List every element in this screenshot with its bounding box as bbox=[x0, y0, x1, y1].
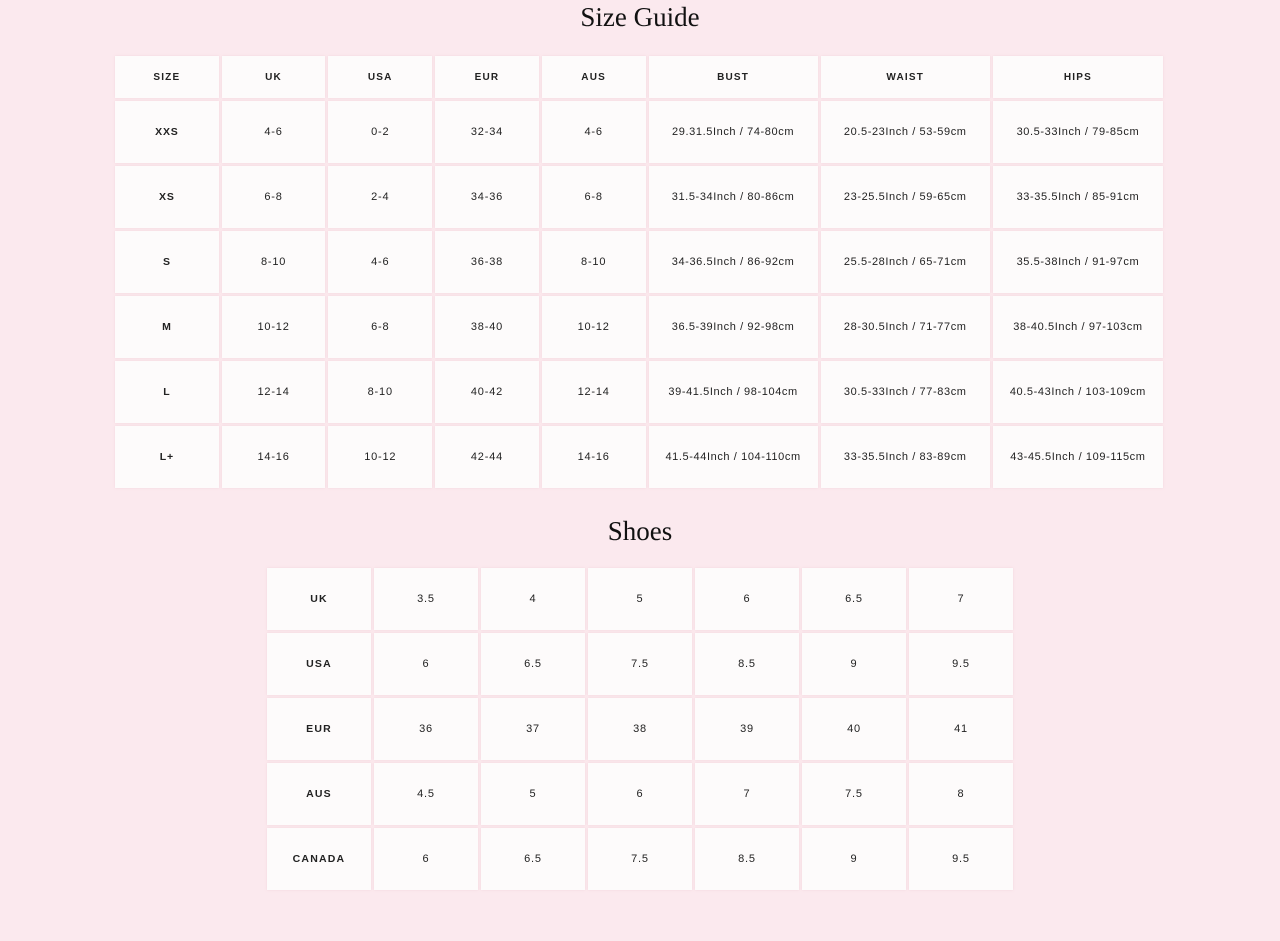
table-cell: 38-40.5Inch / 97-103cm bbox=[993, 296, 1163, 358]
shoe-size-cell: 7 bbox=[695, 763, 799, 825]
table-row bbox=[115, 296, 1163, 358]
shoe-row bbox=[267, 633, 1013, 695]
shoe-size-cell: 8.5 bbox=[695, 633, 799, 695]
table-cell: 39-41.5Inch / 98-104cm bbox=[649, 361, 818, 423]
size-label-cell: L+ bbox=[115, 426, 219, 488]
shoe-size-cell: 7.5 bbox=[588, 633, 692, 695]
table-cell: 34-36 bbox=[435, 166, 539, 228]
shoe-size-cell: 8.5 bbox=[695, 828, 799, 890]
shoe-size-cell: 41 bbox=[909, 698, 1013, 760]
table-cell: 14-16 bbox=[542, 426, 646, 488]
shoe-size-cell: 37 bbox=[481, 698, 585, 760]
table-cell: 10-12 bbox=[222, 296, 326, 358]
table-cell: 29.31.5Inch / 74-80cm bbox=[649, 101, 818, 163]
size-label-cell: XS bbox=[115, 166, 219, 228]
table-cell: 43-45.5Inch / 109-115cm bbox=[993, 426, 1163, 488]
size-guide-header-row bbox=[115, 56, 1163, 98]
shoe-region-label: EUR bbox=[267, 698, 371, 760]
table-cell: 6-8 bbox=[222, 166, 326, 228]
header-cell-aus: AUS bbox=[542, 56, 646, 98]
table-cell: 0-2 bbox=[328, 101, 432, 163]
shoes-title: Shoes bbox=[607, 516, 673, 546]
size-label-cell: M bbox=[115, 296, 219, 358]
shoe-row bbox=[267, 828, 1013, 890]
shoe-size-cell: 7.5 bbox=[802, 763, 906, 825]
table-cell: 36.5-39Inch / 92-98cm bbox=[649, 296, 818, 358]
table-cell: 30.5-33Inch / 79-85cm bbox=[993, 101, 1163, 163]
shoe-size-cell: 6.5 bbox=[481, 633, 585, 695]
table-cell: 14-16 bbox=[222, 426, 326, 488]
table-cell: 33-35.5Inch / 85-91cm bbox=[993, 166, 1163, 228]
shoe-row bbox=[267, 698, 1013, 760]
table-row bbox=[115, 426, 1163, 488]
shoe-size-cell: 4 bbox=[481, 568, 585, 630]
table-cell: 40.5-43Inch / 103-109cm bbox=[993, 361, 1163, 423]
table-cell: 25.5-28Inch / 65-71cm bbox=[821, 231, 990, 293]
table-cell: 38-40 bbox=[435, 296, 539, 358]
table-cell: 8-10 bbox=[328, 361, 432, 423]
shoe-size-cell: 6.5 bbox=[802, 568, 906, 630]
table-cell: 2-4 bbox=[328, 166, 432, 228]
table-cell: 4-6 bbox=[222, 101, 326, 163]
header-cell-hips: HIPS bbox=[993, 56, 1163, 98]
table-cell: 41.5-44Inch / 104-110cm bbox=[649, 426, 818, 488]
table-row bbox=[115, 101, 1163, 163]
table-cell: 6-8 bbox=[328, 296, 432, 358]
header-cell-eur: EUR bbox=[435, 56, 539, 98]
shoe-size-cell: 9.5 bbox=[909, 828, 1013, 890]
shoe-region-label: AUS bbox=[267, 763, 371, 825]
table-cell: 33-35.5Inch / 83-89cm bbox=[821, 426, 990, 488]
size-guide-title: Size Guide bbox=[580, 2, 700, 32]
shoe-size-cell: 8 bbox=[909, 763, 1013, 825]
table-cell: 12-14 bbox=[222, 361, 326, 423]
table-cell: 31.5-34Inch / 80-86cm bbox=[649, 166, 818, 228]
shoe-size-cell: 9 bbox=[802, 828, 906, 890]
shoe-row bbox=[267, 568, 1013, 630]
shoe-size-cell: 9.5 bbox=[909, 633, 1013, 695]
shoe-row bbox=[267, 763, 1013, 825]
shoe-size-cell: 4.5 bbox=[374, 763, 478, 825]
shoe-size-cell: 6 bbox=[695, 568, 799, 630]
header-cell-waist: WAIST bbox=[821, 56, 990, 98]
shoe-size-cell: 6.5 bbox=[481, 828, 585, 890]
shoe-size-cell: 7 bbox=[909, 568, 1013, 630]
shoe-size-cell: 9 bbox=[802, 633, 906, 695]
table-cell: 35.5-38Inch / 91-97cm bbox=[993, 231, 1163, 293]
table-cell: 40-42 bbox=[435, 361, 539, 423]
table-cell: 4-6 bbox=[328, 231, 432, 293]
table-cell: 4-6 bbox=[542, 101, 646, 163]
table-cell: 8-10 bbox=[542, 231, 646, 293]
header-cell-uk: UK bbox=[222, 56, 326, 98]
shoe-region-label: UK bbox=[267, 568, 371, 630]
size-label-cell: XXS bbox=[115, 101, 219, 163]
table-cell: 12-14 bbox=[542, 361, 646, 423]
shoe-size-cell: 39 bbox=[695, 698, 799, 760]
table-cell: 32-34 bbox=[435, 101, 539, 163]
header-cell-bust: BUST bbox=[649, 56, 818, 98]
table-row bbox=[115, 231, 1163, 293]
shoe-size-cell: 7.5 bbox=[588, 828, 692, 890]
table-cell: 23-25.5Inch / 59-65cm bbox=[821, 166, 990, 228]
table-row bbox=[115, 166, 1163, 228]
shoe-size-cell: 6 bbox=[374, 633, 478, 695]
shoe-size-cell: 5 bbox=[481, 763, 585, 825]
shoe-size-cell: 36 bbox=[374, 698, 478, 760]
table-cell: 20.5-23Inch / 53-59cm bbox=[821, 101, 990, 163]
table-cell: 42-44 bbox=[435, 426, 539, 488]
shoe-size-cell: 6 bbox=[374, 828, 478, 890]
size-guide-table bbox=[112, 53, 1166, 491]
table-cell: 6-8 bbox=[542, 166, 646, 228]
header-cell-size: SIZE bbox=[115, 56, 219, 98]
table-cell: 28-30.5Inch / 71-77cm bbox=[821, 296, 990, 358]
table-cell: 10-12 bbox=[542, 296, 646, 358]
header-cell-usa: USA bbox=[328, 56, 432, 98]
table-cell: 30.5-33Inch / 77-83cm bbox=[821, 361, 990, 423]
shoe-region-label: CANADA bbox=[267, 828, 371, 890]
shoe-size-cell: 6 bbox=[588, 763, 692, 825]
table-cell: 8-10 bbox=[222, 231, 326, 293]
table-cell: 36-38 bbox=[435, 231, 539, 293]
size-label-cell: S bbox=[115, 231, 219, 293]
table-row bbox=[115, 361, 1163, 423]
size-label-cell: L bbox=[115, 361, 219, 423]
shoe-region-label: USA bbox=[267, 633, 371, 695]
table-cell: 34-36.5Inch / 86-92cm bbox=[649, 231, 818, 293]
shoes-table bbox=[264, 565, 1016, 893]
shoe-size-cell: 38 bbox=[588, 698, 692, 760]
shoe-size-cell: 3.5 bbox=[374, 568, 478, 630]
shoe-size-cell: 40 bbox=[802, 698, 906, 760]
table-cell: 10-12 bbox=[328, 426, 432, 488]
shoe-size-cell: 5 bbox=[588, 568, 692, 630]
